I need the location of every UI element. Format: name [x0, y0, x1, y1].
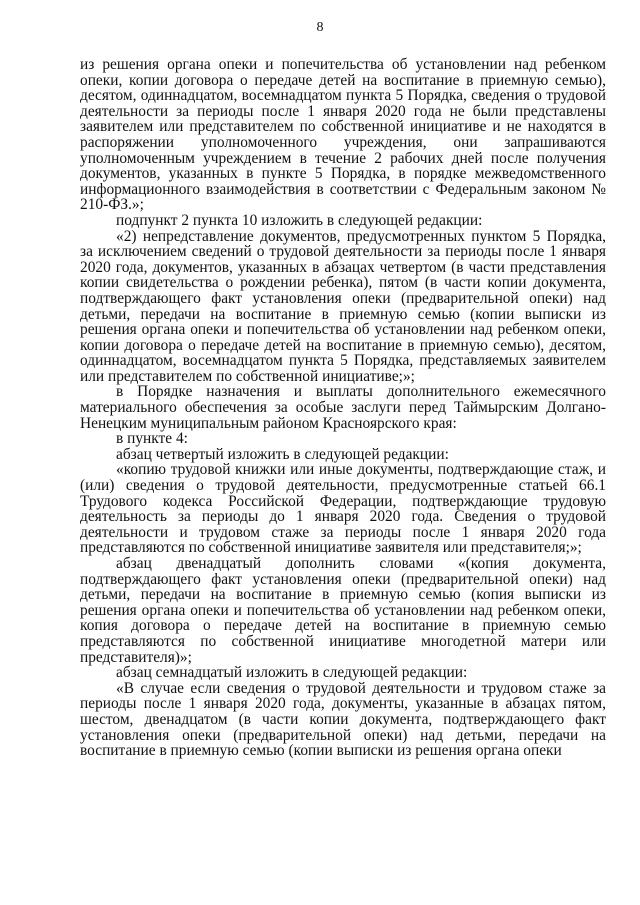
paragraph-seventeenth-abzac-intro: абзац семнадцатый изложить в следующей редакции:: [116, 664, 468, 682]
document-body: [80, 57, 606, 759]
paragraph-subpoint-2-intro: подпункт 2 пункта 10 изложить в следующей редакции:: [116, 211, 483, 229]
paragraph-point-4: в пункте 4:: [116, 430, 188, 448]
paragraph-twelfth-abzac: абзац двенадцатый дополнить словами «(копия документа, подтверждающего факт установления опеки (предварительной опеки) над детьми, передачи на воспитание в приемную семью (копия выписки из решения органа опеки и попечительства об установлении над ребенком опеки, копия договора о передаче детей на воспитание в приемную семью представляются по собственной инициативе многодетной матери или представителя)»;: [80, 555, 606, 666]
paragraph-fourth-abzac-text: «копию трудовой книжки или иные документы, подтверждающие стаж, и (или) сведения о трудовой деятельности, предусмотренные статьей 66.1 Трудового кодекса Российской Федерации, подтверждающие трудовую деятельность за периоды до 1 января 2020 года. Сведения о трудовой деятельности и трудовом стаже за периоды после 1 января 2020 года представляются по собственной инициативе заявителя или представителя;»;: [80, 461, 606, 557]
paragraph-fourth-abzac-intro: абзац четвертый изложить в следующей редакции:: [116, 445, 449, 463]
paragraph-continuation: из решения органа опеки и попечительства об установлении над ребенком опеки, копии договора о передаче детей на воспитание в приемную семью), десятом, одиннадцатом, восемнадцатом пункта 5 Порядка, сведения о трудовой деятельности за периоды после 1 января 2020 года не были представлены заявителем или представителем по собственной инициативе и не находятся в распоряжении уполномоченного учреждения, они запрашиваются уполномоченным учреждением в течение 2 рабочих дней после получения документов, указанных в пункте 5 Порядка, в порядке межведомственного информационного взаимодействия в соответствии с Федеральным законом № 210-ФЗ.»;: [80, 56, 606, 214]
paragraph-procedure-intro: в Порядке назначения и выплаты дополнительного ежемесячного материального обеспечения за особые заслуги перед Таймырским Долгано-Ненецким муниципальным районом Красноярского края:: [80, 383, 606, 432]
paragraph-subpoint-2-text: «2) непредставление документов, предусмотренных пунктом 5 Порядка, за исключением сведений о трудовой деятельности за периоды после 1 января 2020 года, документов, указанных в абзацах четвертом (в части представления копии свидетельства о рождении ребенка), пятом (в части копии документа, подтверждающего факт установления опеки (предварительной опеки) над детьми, передачи на воспитание в приемную семью (копии выписки из решения органа опеки и попечительства об установлении над ребенком опеки, копии договора о передаче детей на воспитание в приемную семью), десятом, одиннадцатом, восемнадцатом пункта 5 Порядка, представляемых заявителем или представителем по собственной инициативе;»;: [80, 227, 606, 385]
paragraph-seventeenth-abzac-text: «В случае если сведения о трудовой деятельности и трудовом стаже за периоды после 1 января 2020 года, документы, указанные в абзацах пятом, шестом, двенадцатом (в части копии документа, подтверждающего факт установления опеки (предварительной опеки) над детьми, передачи на воспитание в приемную семью (копии выписки из решения органа опеки: [80, 679, 606, 760]
page-number: 8: [316, 20, 324, 35]
